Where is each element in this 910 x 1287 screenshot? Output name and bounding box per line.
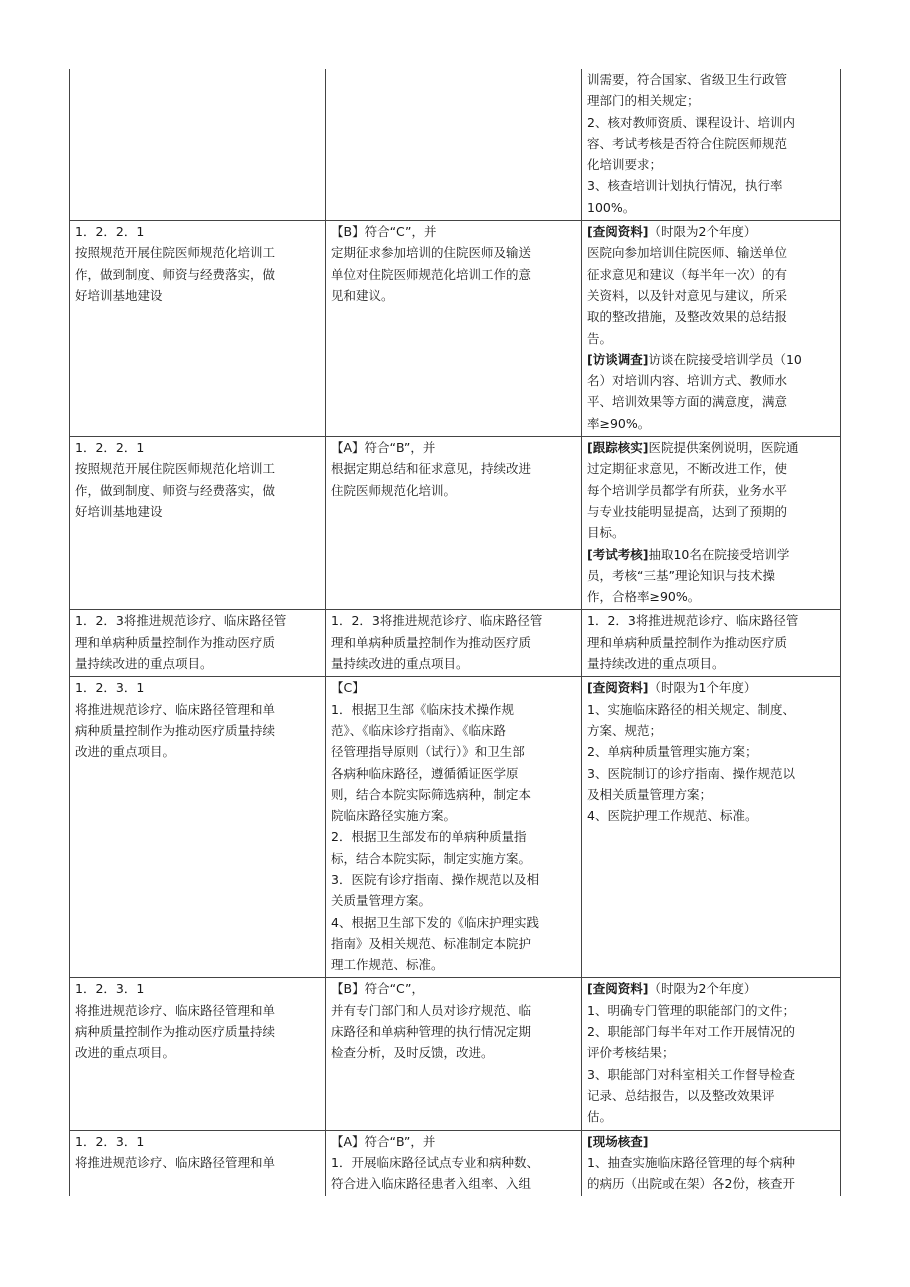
check-method-label: [查阅资料]: [587, 680, 649, 696]
cell-line: [331, 1131, 577, 1152]
cell-line: [75, 458, 321, 479]
line-text: 定期征求参加培训的住院医师及输送: [331, 245, 532, 261]
line-text: 则，结合本院实际筛选病种，制定本: [331, 786, 532, 802]
table-cell-col2: [326, 677, 582, 978]
line-text: 理和单病种质量控制作为推动医疗质: [587, 634, 788, 650]
table-cell-col3: [582, 677, 841, 978]
line-text: 标，结合本院实际，制定实施方案。: [331, 850, 532, 866]
table-cell-col2: [326, 978, 582, 1130]
table-body: [70, 69, 841, 1196]
table-row: [70, 221, 841, 437]
line-text: 训需要，符合国家、省级卫生行政管: [587, 72, 788, 87]
table-cell-col3: [582, 221, 841, 437]
line-text: 作，做到制度、师资与经费落实，做: [75, 482, 276, 498]
line-text: 1．2．3将推进规范诊疗、临床路径管: [587, 613, 799, 629]
cell-line: [75, 264, 321, 285]
line-text: 2、单病种质量管理实施方案；: [587, 744, 758, 760]
line-text: 根据定期总结和征求意见，持续改进: [331, 461, 532, 477]
cell-line: [587, 264, 836, 285]
cell-line: [587, 501, 836, 522]
line-text: 过定期征求意见，不断改进工作，使: [587, 461, 788, 477]
cell-line: [331, 437, 577, 458]
cell-line: [587, 741, 836, 762]
cell-line: [587, 285, 836, 306]
line-text: 2、核对教师资质、课程设计、培训内: [587, 114, 795, 130]
cell-line: [331, 632, 577, 653]
cell-line: [587, 349, 836, 370]
table-cell-col2: [326, 610, 582, 677]
cell-line: [587, 154, 836, 175]
cell-line: [587, 1131, 836, 1152]
line-text: 目标。: [587, 525, 625, 541]
table-cell-col2: [326, 1130, 582, 1196]
line-text: 病种质量控制作为推动医疗质量持续: [75, 722, 276, 738]
line-text: 及相关质量管理方案；: [587, 786, 713, 802]
line-text: 1．2．3．1: [75, 981, 145, 997]
cell-line: [75, 1021, 321, 1042]
cell-line: [587, 805, 836, 826]
line-text: 【B】符合“C”，并: [331, 224, 437, 240]
check-method-label: [跟踪核实]: [587, 440, 649, 456]
cell-line: [587, 133, 836, 154]
cell-line: [331, 848, 577, 869]
cell-line: [587, 784, 836, 805]
cell-line: [587, 413, 836, 434]
line-text: 关资料，以及针对意见与建议，所采: [587, 287, 788, 303]
cell-line: [587, 653, 836, 674]
line-text: 3、医院制订的诊疗指南、操作规范以: [587, 765, 795, 781]
line-text: 1．开展临床路径试点专业和病种数、: [331, 1154, 539, 1170]
cell-line: [331, 458, 577, 479]
table-cell-col1: [70, 978, 326, 1130]
cell-line: [331, 890, 577, 911]
table-cell-col1: [70, 221, 326, 437]
cell-line: [331, 1021, 577, 1042]
table-cell-col3: [582, 610, 841, 677]
line-text: 理和单病种质量控制作为推动医疗质: [331, 634, 532, 650]
line-text: 与专业技能明显提高，达到了预期的: [587, 503, 788, 519]
cell-line: [75, 1042, 321, 1063]
line-text: 【B】符合“C”，: [331, 981, 424, 997]
line-text: 平、培训效果等方面的满意度，满意: [587, 394, 788, 410]
line-text: 见和建议。: [331, 287, 394, 303]
line-text: 1．2．2．1: [75, 224, 145, 240]
cell-line: [75, 1000, 321, 1021]
table-row: [70, 677, 841, 978]
cell-line: [587, 565, 836, 586]
cell-line: [331, 285, 577, 306]
cell-line: [75, 221, 321, 242]
cell-line: [331, 720, 577, 741]
line-text: （时限为2个年度）: [648, 224, 757, 240]
line-text: 3．医院有诊疗指南、操作规范以及相: [331, 871, 539, 887]
cell-line: [75, 653, 321, 674]
line-text: 1．2．3．1: [75, 680, 145, 696]
table-cell-col3: [582, 437, 841, 610]
line-text: 告。: [587, 330, 613, 346]
cell-line: [587, 242, 836, 263]
cell-line: [587, 458, 836, 479]
cell-line: [587, 175, 836, 196]
cell-line: [587, 1000, 836, 1021]
table-row: [70, 1130, 841, 1196]
cell-line: [331, 610, 577, 631]
line-text: 量持续改进的重点项目。: [587, 656, 725, 672]
line-text: 【C】: [331, 680, 365, 696]
cell-line: [587, 1021, 836, 1042]
line-text: 访谈在院接受培训学员（10: [648, 351, 802, 367]
line-text: 各病种临床路径，遵循循证医学原: [331, 765, 519, 781]
cell-line: [75, 677, 321, 698]
cell-line: [587, 437, 836, 458]
cell-line: [587, 221, 836, 242]
cell-line: [75, 610, 321, 631]
line-text: （时限为1个年度）: [648, 680, 757, 696]
cell-line: [331, 677, 577, 698]
line-text: 单位对住院医师规范化培训工作的意: [331, 266, 532, 282]
line-text: 化培训要求；: [587, 157, 663, 173]
standards-table: [69, 69, 841, 1196]
line-text: 记录、总结报告，以及整改效果评: [587, 1087, 775, 1103]
cell-line: [587, 197, 836, 218]
table-cell-col1: [70, 69, 326, 221]
line-text: 4、根据卫生部下发的《临床护理实践: [331, 914, 539, 930]
line-text: （时限为2个年度）: [648, 981, 757, 997]
line-text: 病种质量控制作为推动医疗质量持续: [75, 1024, 276, 1040]
line-text: 的病历（出院或在架）各2份，核查开: [587, 1176, 795, 1192]
line-text: 1．根据卫生部《临床技术操作规: [331, 701, 514, 717]
cell-line: [331, 826, 577, 847]
line-text: 率≥90%。: [587, 415, 651, 431]
cell-line: [587, 391, 836, 412]
line-text: 将推进规范诊疗、临床路径管理和单: [75, 1002, 276, 1018]
cell-line: [75, 720, 321, 741]
line-text: 3、核查培训计划执行情况，执行率: [587, 178, 783, 194]
line-text: 按照规范开展住院医师规范化培训工: [75, 461, 276, 477]
cell-line: [587, 328, 836, 349]
cell-line: [75, 285, 321, 306]
line-text: 住院医师规范化培训。: [331, 482, 457, 498]
check-method-label: [查阅资料]: [587, 981, 649, 997]
cell-line: [587, 610, 836, 631]
line-text: 院临床路径实施方案。: [331, 808, 457, 824]
cell-line: [331, 1042, 577, 1063]
line-text: 1．2．3将推进规范诊疗、临床路径管: [75, 613, 287, 629]
cell-line: [75, 699, 321, 720]
table-cell-col2: [326, 69, 582, 221]
cell-line: [331, 1000, 577, 1021]
cell-line: [587, 720, 836, 741]
cell-line: [331, 805, 577, 826]
cell-line: [75, 480, 321, 501]
cell-line: [75, 1131, 321, 1152]
cell-line: [587, 112, 836, 133]
table-cell-col1: [70, 437, 326, 610]
cell-line: [331, 699, 577, 720]
cell-line: [331, 653, 577, 674]
cell-line: [331, 869, 577, 890]
check-method-label: [查阅资料]: [587, 224, 649, 240]
line-text: 容、考试考核是否符合住院医师规范: [587, 135, 788, 151]
cell-line: [331, 954, 577, 975]
cell-line: [587, 586, 836, 607]
line-text: 【A】符合“B”，并: [331, 440, 436, 456]
cell-line: [331, 763, 577, 784]
table-cell-col3: [582, 69, 841, 221]
cell-line: [331, 1152, 577, 1173]
line-text: 作，做到制度、师资与经费落实，做: [75, 266, 276, 282]
line-text: 2、职能部门每半年对工作开展情况的: [587, 1024, 795, 1040]
table-row: [70, 978, 841, 1130]
table-cell-col1: [70, 677, 326, 978]
line-text: 1、抽查实施临床路径管理的每个病种: [587, 1154, 795, 1170]
cell-line: [75, 242, 321, 263]
table-cell-col2: [326, 437, 582, 610]
cell-line: [587, 632, 836, 653]
cell-line: [331, 242, 577, 263]
line-text: 将推进规范诊疗、临床路径管理和单: [75, 1154, 276, 1170]
line-text: 抽取10名在院接受培训学: [648, 546, 790, 562]
cell-line: [587, 1085, 836, 1106]
cell-line: [587, 69, 836, 90]
cell-line: [587, 763, 836, 784]
line-text: 征求意见和建议（每半年一次）的有: [587, 266, 788, 282]
line-text: 理部门的相关规定；: [587, 93, 700, 109]
line-text: 关质量管理方案。: [331, 893, 432, 909]
table-cell-col2: [326, 221, 582, 437]
cell-line: [587, 677, 836, 698]
cell-line: [587, 544, 836, 565]
cell-line: [587, 306, 836, 327]
cell-line: [587, 90, 836, 111]
cell-line: [75, 501, 321, 522]
table-row: [70, 437, 841, 610]
cell-line: [587, 1152, 836, 1173]
line-text: 方案、规范；: [587, 722, 663, 738]
line-text: 检查分析，及时反馈，改进。: [331, 1045, 494, 1061]
line-text: 理和单病种质量控制作为推动医疗质: [75, 634, 276, 650]
line-text: 符合进入临床路径患者入组率、入组: [331, 1176, 532, 1192]
line-text: 估。: [587, 1109, 613, 1125]
line-text: 量持续改进的重点项目。: [331, 656, 469, 672]
line-text: 每个培训学员都学有所获，业务水平: [587, 482, 788, 498]
line-text: 员，考核“三基”理论知识与技术操: [587, 567, 775, 583]
cell-line: [75, 632, 321, 653]
cell-line: [331, 933, 577, 954]
line-text: 径管理指导原则（试行）》和卫生部: [331, 744, 525, 760]
line-text: 医院提供案例说明，医院通: [648, 440, 799, 456]
cell-line: [587, 1173, 836, 1194]
line-text: 好培训基地建设: [75, 287, 163, 303]
cell-line: [587, 522, 836, 543]
cell-line: [587, 1064, 836, 1085]
cell-line: [331, 264, 577, 285]
line-text: 按照规范开展住院医师规范化培训工: [75, 245, 276, 261]
check-method-label: [考试考核]: [587, 546, 649, 562]
line-text: 100%。: [587, 199, 636, 215]
line-text: 2．根据卫生部发布的单病种质量指: [331, 829, 527, 845]
line-text: 评价考核结果；: [587, 1045, 675, 1061]
line-text: 1．2．3．1: [75, 1133, 145, 1149]
table-cell-col1: [70, 610, 326, 677]
table-cell-col1: [70, 1130, 326, 1196]
cell-line: [587, 978, 836, 999]
line-text: 作，合格率≥90%。: [587, 589, 701, 605]
line-text: 改进的重点项目。: [75, 744, 176, 760]
table-row: [70, 69, 841, 221]
check-method-label: [现场核查]: [587, 1133, 649, 1149]
cell-line: [587, 1042, 836, 1063]
line-text: 理工作规范、标准。: [331, 957, 444, 973]
cell-line: [587, 370, 836, 391]
table-cell-col3: [582, 1130, 841, 1196]
cell-line: [587, 1106, 836, 1127]
line-text: 4、医院护理工作规范、标准。: [587, 808, 758, 824]
cell-line: [587, 699, 836, 720]
cell-line: [331, 221, 577, 242]
line-text: 并有专门部门和人员对诊疗规范、临: [331, 1002, 532, 1018]
line-text: 1．2．3将推进规范诊疗、临床路径管: [331, 613, 543, 629]
cell-line: [331, 480, 577, 501]
line-text: 1、实施临床路径的相关规定、制度、: [587, 701, 795, 717]
line-text: 医院向参加培训住院医师、输送单位: [587, 245, 788, 261]
line-text: 指南》及相关规范、标准制定本院护: [331, 935, 532, 951]
line-text: 取的整改措施，及整改效果的总结报: [587, 309, 788, 325]
cell-line: [75, 741, 321, 762]
cell-line: [587, 480, 836, 501]
check-method-label: [访谈调查]: [587, 351, 649, 367]
cell-line: [331, 741, 577, 762]
line-text: 将推进规范诊疗、临床路径管理和单: [75, 701, 276, 717]
line-text: 名）对培训内容、培训方式、教师水: [587, 373, 788, 389]
line-text: 好培训基地建设: [75, 503, 163, 519]
line-text: 改进的重点项目。: [75, 1045, 176, 1061]
cell-line: [331, 1173, 577, 1194]
cell-line: [331, 912, 577, 933]
line-text: 量持续改进的重点项目。: [75, 656, 213, 672]
cell-line: [75, 978, 321, 999]
table-row: [70, 610, 841, 677]
line-text: 3、职能部门对科室相关工作督导检查: [587, 1066, 795, 1082]
line-text: 1．2．2．1: [75, 440, 145, 456]
line-text: 范》、《临床诊疗指南》、《临床路: [331, 722, 507, 738]
table-cell-col3: [582, 978, 841, 1130]
cell-line: [331, 784, 577, 805]
line-text: 1、明确专门管理的职能部门的文件；: [587, 1002, 795, 1018]
cell-line: [331, 978, 577, 999]
cell-line: [75, 1152, 321, 1173]
line-text: 【A】符合“B”，并: [331, 1133, 436, 1149]
line-text: 床路径和单病种管理的执行情况定期: [331, 1024, 532, 1040]
cell-line: [75, 437, 321, 458]
